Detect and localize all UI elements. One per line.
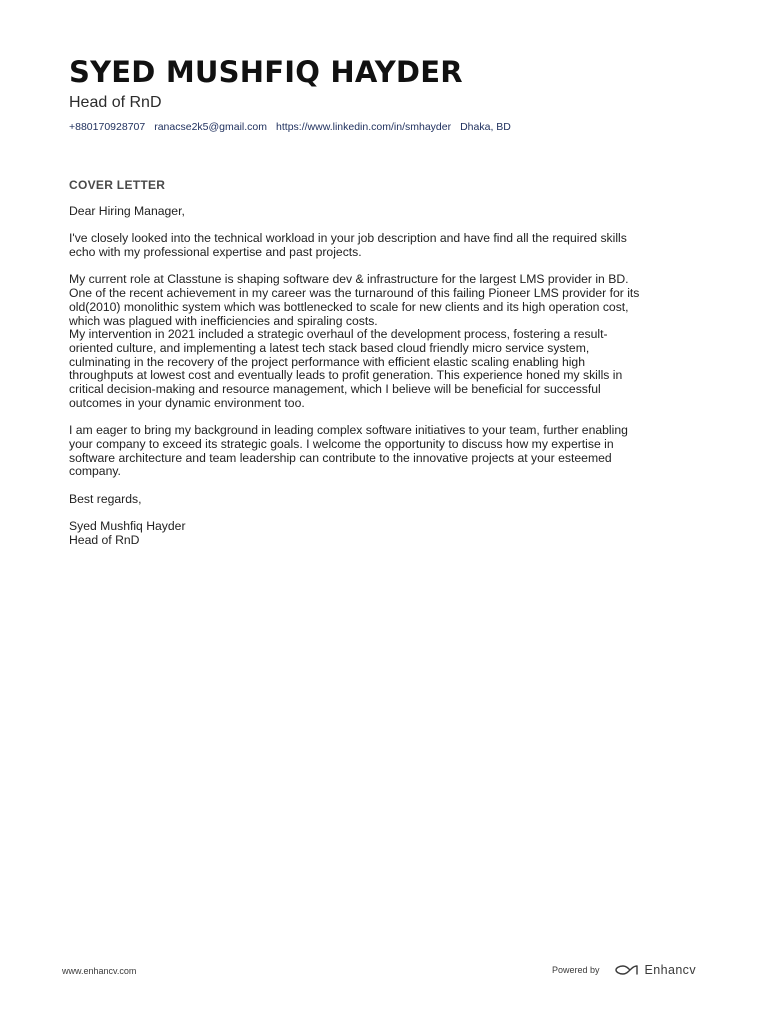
closing: Best regards, [69,491,142,506]
contact-phone[interactable]: +880170928707 [69,121,146,133]
candidate-name: SYED MUSHFIQ HAYDER [69,55,463,89]
letter-paragraph-3: I am eager to bring my background in leading complex software initiatives to your team, further enabling your company to exceed its strategic goals. I welcome the opportunity to discuss how my expertise in software architecture and team leadership can contribute to the innovative projects at your esteemed company. [69,423,628,479]
powered-by-label: Powered by [552,965,600,975]
letter-body [69,205,701,548]
enhancv-brand-name: Enhancv [644,963,696,977]
letter-paragraph-2: My current role at Classtune is shaping software dev & infrastructure for the largest LMS provider in BD. One of the recent achievement in my career was the turnaround of this failing Pioneer LMS provider for its old(2010) monolithic system which was bottlenecked to scale for new clients and its high operation cost, which was plagued with inefficiencies and spiraling costs. My intervention in 2021 included a strategic overhaul of the development process, fostering a result- oriented culture, and implementing a latest tech stack based cloud friendly micro service system, culminating in the recovery of the project performance with efficient elastic scaling enabling high throughputs at lowest cost and eventually leads to profit generation. This experience honed my skills in critical decision-making and resource management, which I believe will be beneficial for successful outcomes in your dynamic environment too. [69,272,640,410]
letter-paragraph-1: I've closely looked into the technical workload in your job description and have find all the required skills echo with my professional expertise and past projects. [69,231,627,260]
candidate-role: Head of RnD [69,94,162,111]
footer-branding [552,963,696,977]
contact-linkedin-link[interactable]: https://www.linkedin.com/in/smhayder [276,121,452,133]
contact-location: Dhaka, BD [460,121,511,133]
section-title: COVER LETTER [69,178,166,192]
salutation: Dear Hiring Manager, [69,204,185,218]
contact-email[interactable]: ranacse2k5@gmail.com [154,121,268,133]
enhancv-logo-icon [614,963,640,977]
footer-website-link[interactable]: www.enhancv.com [62,966,137,976]
signature-name: Syed Mushfiq Hayder [69,519,186,534]
contact-row [69,121,511,133]
signature-title: Head of RnD [69,532,140,547]
